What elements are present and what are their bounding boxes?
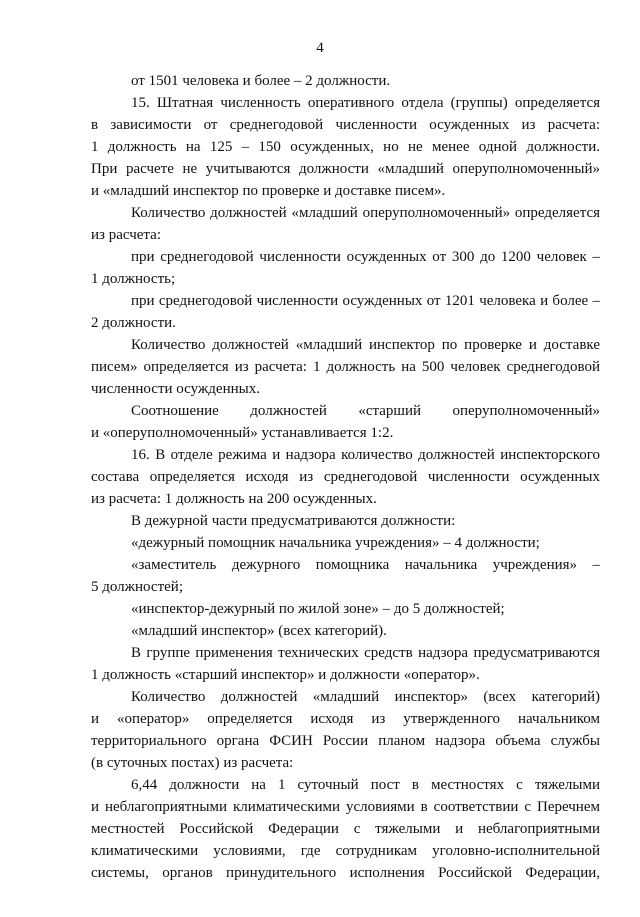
- text-line: Соотношение должностей «старший оперуполномоченный»: [131, 403, 600, 419]
- text-line: Количество должностей «младший оперуполномоченный» определяется: [131, 205, 600, 221]
- text-line: и неблагоприятными климатическими условиями в соответствии с Перечнем: [91, 799, 600, 815]
- text-line: климатическими условиями, где сотрудникам уголовно-исполнительной: [91, 843, 600, 859]
- text-line: при среднегодовой численности осужденных от 1201 человека и более –: [131, 293, 600, 309]
- text-line: из расчета:: [91, 227, 161, 243]
- text-line: При расчете не учитываются должности «младший оперуполномоченный»: [91, 161, 600, 177]
- text-line: состава определяется исходя из среднегодовой численности осужденных: [91, 469, 600, 485]
- text-line: «младший инспектор» (всех категорий).: [131, 623, 387, 639]
- text-line: 1 должность «старший инспектор» и должности «оператор».: [91, 667, 480, 683]
- text-line: в зависимости от среднегодовой численности осужденных из расчета:: [91, 117, 600, 133]
- text-line: «инспектор-дежурный по жилой зоне» – до 5 должностей;: [131, 601, 505, 617]
- text-line: 1 должность;: [91, 271, 176, 287]
- text-line: от 1501 человека и более – 2 должности.: [131, 73, 391, 89]
- text-line: Количество должностей «младший инспектор по проверке и доставке: [131, 337, 600, 353]
- text-line: 2 должности.: [91, 315, 176, 331]
- text-line: численности осужденных.: [91, 381, 260, 397]
- text-line: при среднегодовой численности осужденных от 300 до 1200 человек –: [131, 249, 600, 265]
- text-line: местностей Российской Федерации с тяжелыми и неблагоприятными: [91, 821, 600, 837]
- text-line: Количество должностей «младший инспектор» (всех категорий): [131, 689, 600, 705]
- text-line: и «младший инспектор по проверке и доставке писем».: [91, 183, 446, 199]
- text-line: В дежурной части предусматриваются должности:: [131, 513, 456, 529]
- text-line: (в суточных постах) из расчета:: [91, 755, 294, 771]
- text-line: «заместитель дежурного помощника начальника учреждения» –: [131, 557, 600, 573]
- text-line: «дежурный помощник начальника учреждения» – 4 должности;: [131, 535, 540, 551]
- document-body: [91, 70, 600, 884]
- text-line: территориального органа ФСИН России планом надзора объема службы: [91, 733, 600, 749]
- page-number: 4: [316, 40, 324, 56]
- text-line: системы, органов принудительного исполнения Российской Федерации,: [91, 865, 600, 881]
- text-line: 5 должностей;: [91, 579, 183, 595]
- text-line: 16. В отделе режима и надзора количество должностей инспекторского: [131, 447, 600, 463]
- text-line: и «оперуполномоченный» устанавливается 1:2.: [91, 425, 394, 441]
- text-line: 1 должность на 125 – 150 осужденных, но не менее одной должности.: [91, 139, 600, 155]
- text-line: 6,44 должности на 1 суточный пост в местностях с тяжелыми: [131, 777, 600, 793]
- text-line: 15. Штатная численность оперативного отдела (группы) определяется: [131, 95, 600, 111]
- text-line: и «оператор» определяется исходя из утвержденного начальником: [91, 711, 600, 727]
- text-line: из расчета: 1 должность на 200 осужденных.: [91, 491, 377, 507]
- text-line: В группе применения технических средств надзора предусматриваются: [131, 645, 600, 661]
- text-line: писем» определяется из расчета: 1 должность на 500 человек среднегодовой: [91, 359, 600, 375]
